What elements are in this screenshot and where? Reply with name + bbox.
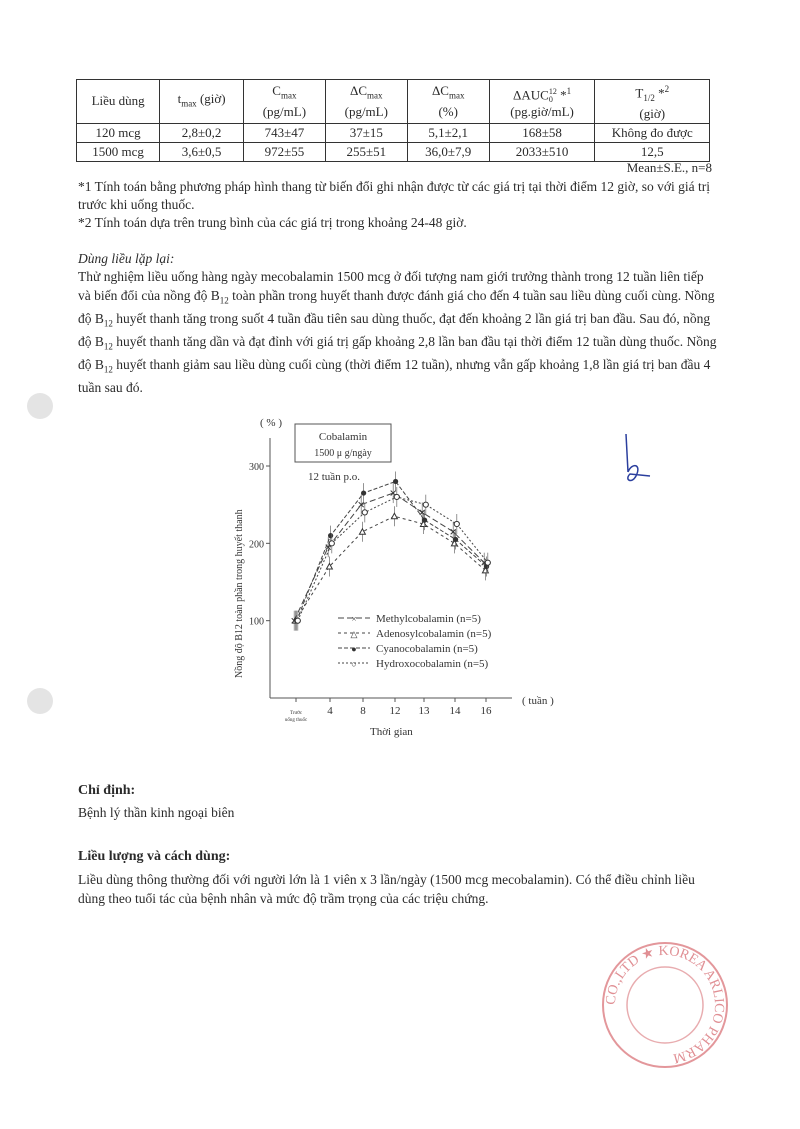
data-point [394,494,399,499]
table-row [77,142,710,161]
legend-label: Cyanocobalamin (n=5) [376,643,478,655]
header-cmax [243,80,325,124]
y-tick-label: 100 [249,616,264,628]
table-cell: 2033±510 [489,142,595,161]
box-line-2: 1500 μ g/ngày [314,448,372,459]
data-point [453,537,458,542]
header-text: Liều dùng [91,93,145,109]
legend-marker: × [351,614,357,624]
stat-note: Mean±S.E., n=8 [626,160,712,175]
data-point [422,518,427,523]
header-unit: (pg/mL) [344,103,388,119]
header-sub: max [367,90,383,101]
data-point [328,533,333,538]
table-cell: 37±15 [325,123,407,142]
table-cell: 972±55 [243,142,325,161]
x-tick-label: uống thuốc [284,718,308,723]
table-cell: 3,6±0,5 [160,142,244,161]
header-text: T [635,85,644,101]
legend-marker: ○ [351,659,357,669]
paragraph-text: huyết thanh tăng trong suốt 4 tuần đầu tiên sau dùng thuốc, đạt đến khoảng 2 lần giá trị ban đầu. Sau đó, nồng độ B [78,310,711,349]
paragraph-text: huyết thanh giảm sau liều dùng cuối cùng (thời điểm 12 tuần), nhưng vẫn gấp khoảng 1,8 lần giá trị ban đầu 4 tuần sau đó. [78,357,711,396]
data-point [391,513,397,519]
x-tick-label: 16 [480,705,492,717]
header-text: * [556,87,567,103]
header-text: C [272,83,281,99]
header-dose [77,80,160,124]
x-axis-unit: ( tuần ) [522,695,554,707]
y-axis-label: Nồng độ B12 toàn phần trong huyết thanh [234,509,245,678]
table-cell: 168±58 [489,123,595,142]
dosage-heading: Liều lượng và cách dùng: [78,849,231,864]
y-tick-label: 200 [249,539,264,551]
data-point [362,510,367,515]
header-tmax [160,80,244,124]
header-unit: (pg.giờ/mL) [510,104,574,120]
footnote-1: *1 Tính toán bằng phương pháp hình thang từ biến đổi ghi nhận được từ các giá trị tại thời điểm 12 giờ, so với giá trị trước khi uống thuốc. [78,179,710,212]
table-cell: 743±47 [243,123,325,142]
footnote-2: *2 Tính toán dựa trên trung bình của các giá trị trong khoảng 24-48 giờ. [78,215,467,230]
data-point [454,521,459,526]
data-point [485,560,490,565]
x-tick-label: 14 [449,705,461,717]
repeat-dose-paragraph [78,268,718,398]
header-sub: max [448,90,465,101]
header-text: (giờ) [196,91,226,107]
legend-label: Adenosylcobalamin (n=5) [376,628,492,640]
header-delta-cmax-pct [407,80,489,124]
data-point [359,529,365,535]
header-text: t [177,91,182,107]
header-t-half [595,80,710,124]
legend-label: Hydroxocobalamin (n=5) [376,658,489,670]
header-unit: (%) [438,103,458,119]
signature [606,432,666,502]
series-line [294,493,484,621]
table-row [77,123,710,142]
x-tick-label: 4 [327,705,333,717]
box-line-3: 12 tuần p.o. [308,471,360,483]
header-sub: max [280,90,297,101]
paragraph-text: Thử nghiệm liều uống hàng ngày mecobalamin 1500 mcg ở đối tượng nam giới trưởng thành trong 12 tuần liên tiếp và biến đổi của nồng độ B [78,269,704,303]
header-text: * [654,85,665,101]
chart-series [292,471,491,630]
x-tick-label: 12 [389,705,401,717]
table-cell: 120 mcg [77,123,160,142]
legend-label: Methylcobalamin (n=5) [376,613,481,625]
header-delta-cmax [325,80,407,124]
indication-text: Bệnh lý thần kinh ngoại biên [78,805,235,820]
data-point [329,541,334,546]
svg-text:CO.,LTD ★ KOREA ARLICO PHARM: CO.,LTD ★ KOREA ARLICO PHARM [603,943,727,1066]
x-tick-label: 8 [360,705,366,717]
data-point [295,618,300,623]
legend-marker: ● [351,644,357,654]
company-stamp [598,938,732,1072]
subscript: 12 [103,341,113,352]
header-unit: (giờ) [639,105,666,121]
table-cell: 2,8±0,2 [160,123,244,142]
punch-hole-bottom [27,688,53,714]
header-sup: 2 [664,84,670,94]
table-cell: 255±51 [325,142,407,161]
table-cell: 36,0±7,9 [407,142,489,161]
data-point [423,502,428,507]
pharmacokinetics-table [76,79,710,162]
repeat-dose-heading: Dùng liều lặp lại: [78,251,175,266]
header-sub: max [181,98,197,109]
data-point [393,479,398,484]
punch-hole-top [27,393,53,419]
header-sup: 1 [566,85,572,96]
header-sub: 1/2 [643,92,655,103]
header-sub: 0 [548,95,553,105]
subscript: 12 [103,318,113,329]
header-text: ΔAUC [513,87,549,103]
indication-heading: Chỉ định: [78,783,136,798]
table-cell: Không đo được [595,123,710,142]
chart-legend [338,613,492,670]
table-cell: 1500 mcg [77,142,160,161]
subscript: 12 [103,364,113,375]
table-header-row [77,80,710,124]
x-tick-label: 13 [418,705,430,717]
header-unit: (pg/mL) [262,103,307,119]
x-tick-label: Trước [289,711,303,716]
serum-b12-chart [220,408,590,748]
header-text: ΔC [350,83,368,99]
chart-unit-label: ( % ) [260,417,282,429]
box-line-1: Cobalamin [318,431,368,443]
data-point [361,490,366,495]
y-tick-label: 300 [249,462,264,473]
series-line [297,481,487,620]
paragraph-text: huyết thanh tăng dần và đạt đỉnh với giá trị gấp khoảng 2,8 lần ban đầu tại thời điểm 12 tuần dùng thuốc. Nồng độ B [78,333,717,373]
paragraph-text: toàn phần trong huyết thanh được đánh giá cho đến 4 tuần sau liều dùng cuối cùng. Nồng độ B [78,287,715,326]
subscript: 12 [219,295,229,306]
x-axis-label: Thời gian [370,726,413,738]
table-cell: 12,5 [595,142,710,161]
header-sup: 12 [548,87,557,97]
table-cell: 5,1±2,1 [407,123,489,142]
legend-marker: △ [350,629,358,639]
header-text: ΔC [431,83,449,99]
dosage-text: Liều dùng thông thường đối với người lớn là 1 viên x 3 lần/ngày (1500 mcg mecobalamin). Có thể điều chỉnh liều dùng theo tuổi tác của bệnh nhân và mức độ trầm trọng của các triệu chứng. [78,872,695,906]
header-delta-auc [489,80,595,124]
